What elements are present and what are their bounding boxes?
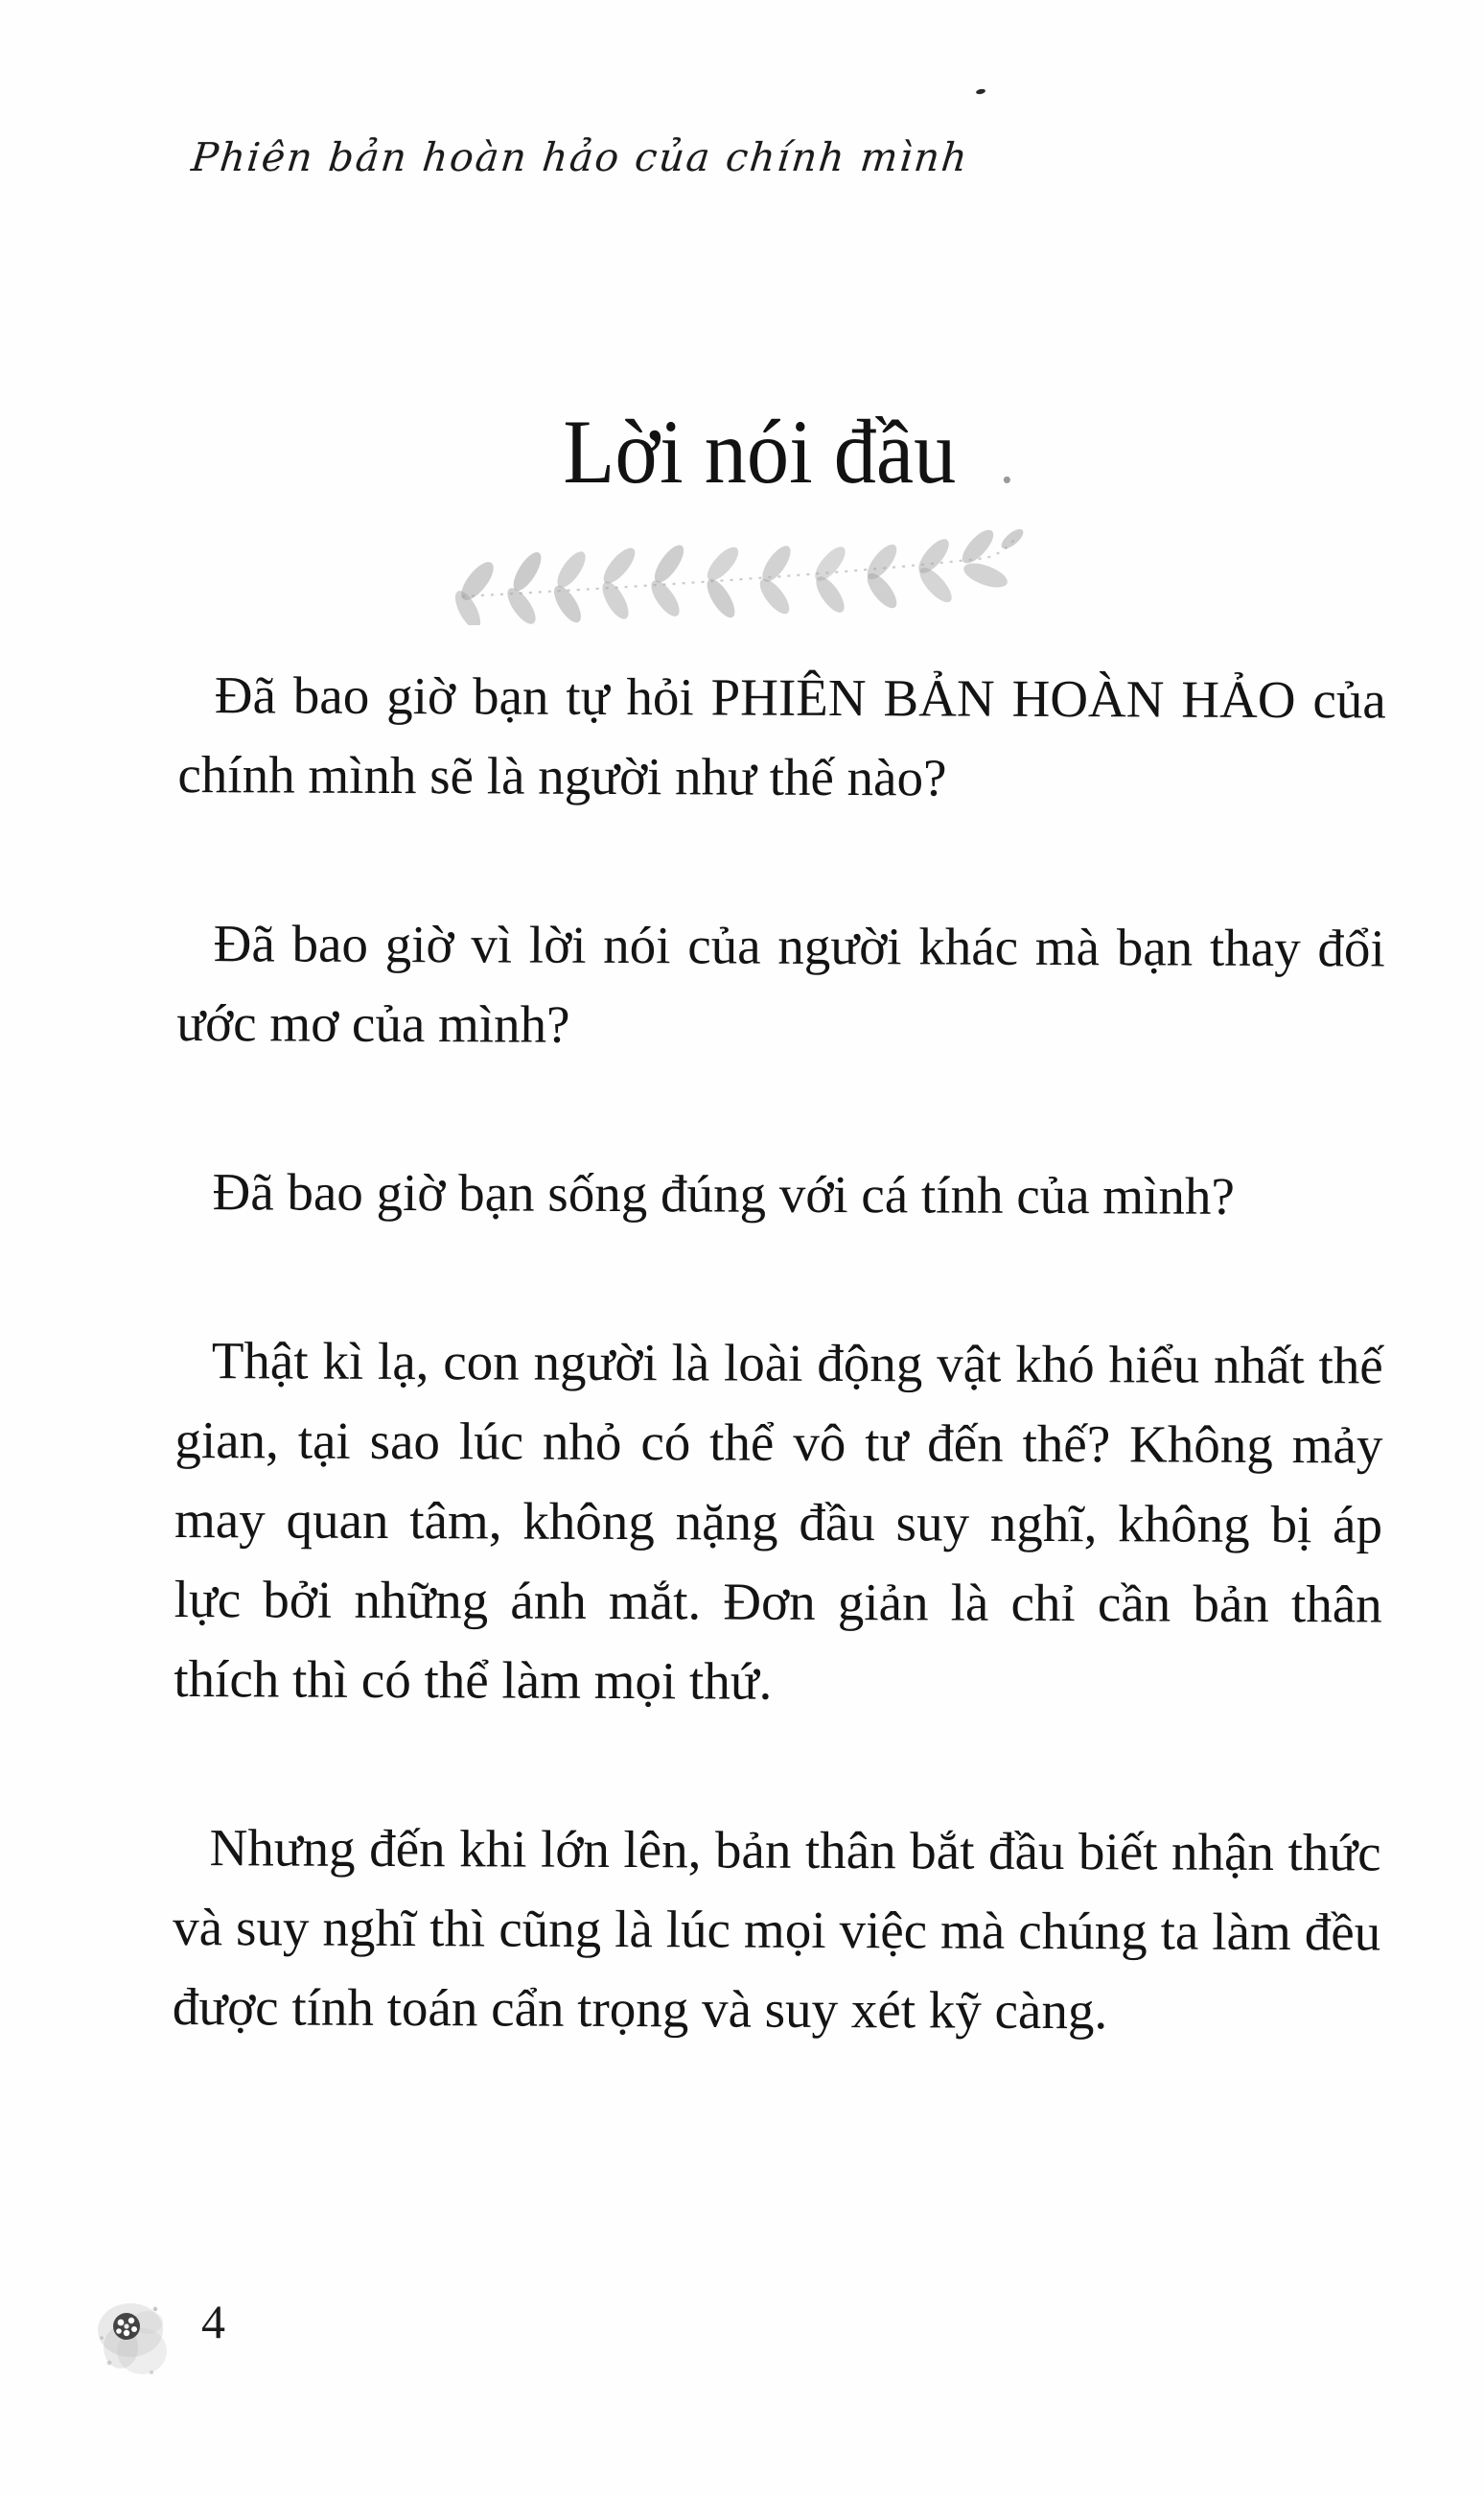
laurel-branch-ornament-icon [449, 525, 1024, 625]
paragraph-1: Đã bao giờ bạn tự hỏi PHIÊN BẢN HOÀN HẢO của chính mình sẽ là người như thế nào? [177, 665, 1386, 807]
title-faint-dot: . [999, 432, 1014, 495]
body-text [173, 655, 1386, 2051]
running-header: Phiên bản hoàn hảo của chính mình [189, 134, 971, 180]
paragraph-5: Nhưng đến khi lớn lên, bản thân bắt đầu biết nhận thức và suy nghĩ thì cũng là lúc mọi việc mà chúng ta làm đều được tính toán cẩn trọng và suy xét kỹ càng. [172, 1818, 1381, 2041]
title-row [0, 401, 1484, 502]
page-number: 4 [201, 2295, 225, 2348]
paragraph-3: Đã bao giờ bạn sống đúng với cá tính của mình? [212, 1162, 1235, 1225]
paragraph-2: Đã bao giờ vì lời nói của người khác mà bạn thay đổi ước mơ của mình? [176, 914, 1385, 1054]
page-title: Lời nói đầu [563, 401, 957, 502]
scan-speck [976, 88, 986, 95]
paragraph-4: Thật kì lạ, con người là loài động vật khó hiểu nhất thế gian, tại sao lúc nhỏ có thể vô tư đến thế? Không mảy may quan tâm, không nặng đầu suy nghĩ, không bị áp lực bởi những ánh mắt. Đơn giản là chỉ cần bản thân thích thì có thể làm mọi thứ. [174, 1331, 1383, 1711]
flower-smudge-icon [88, 2288, 180, 2388]
